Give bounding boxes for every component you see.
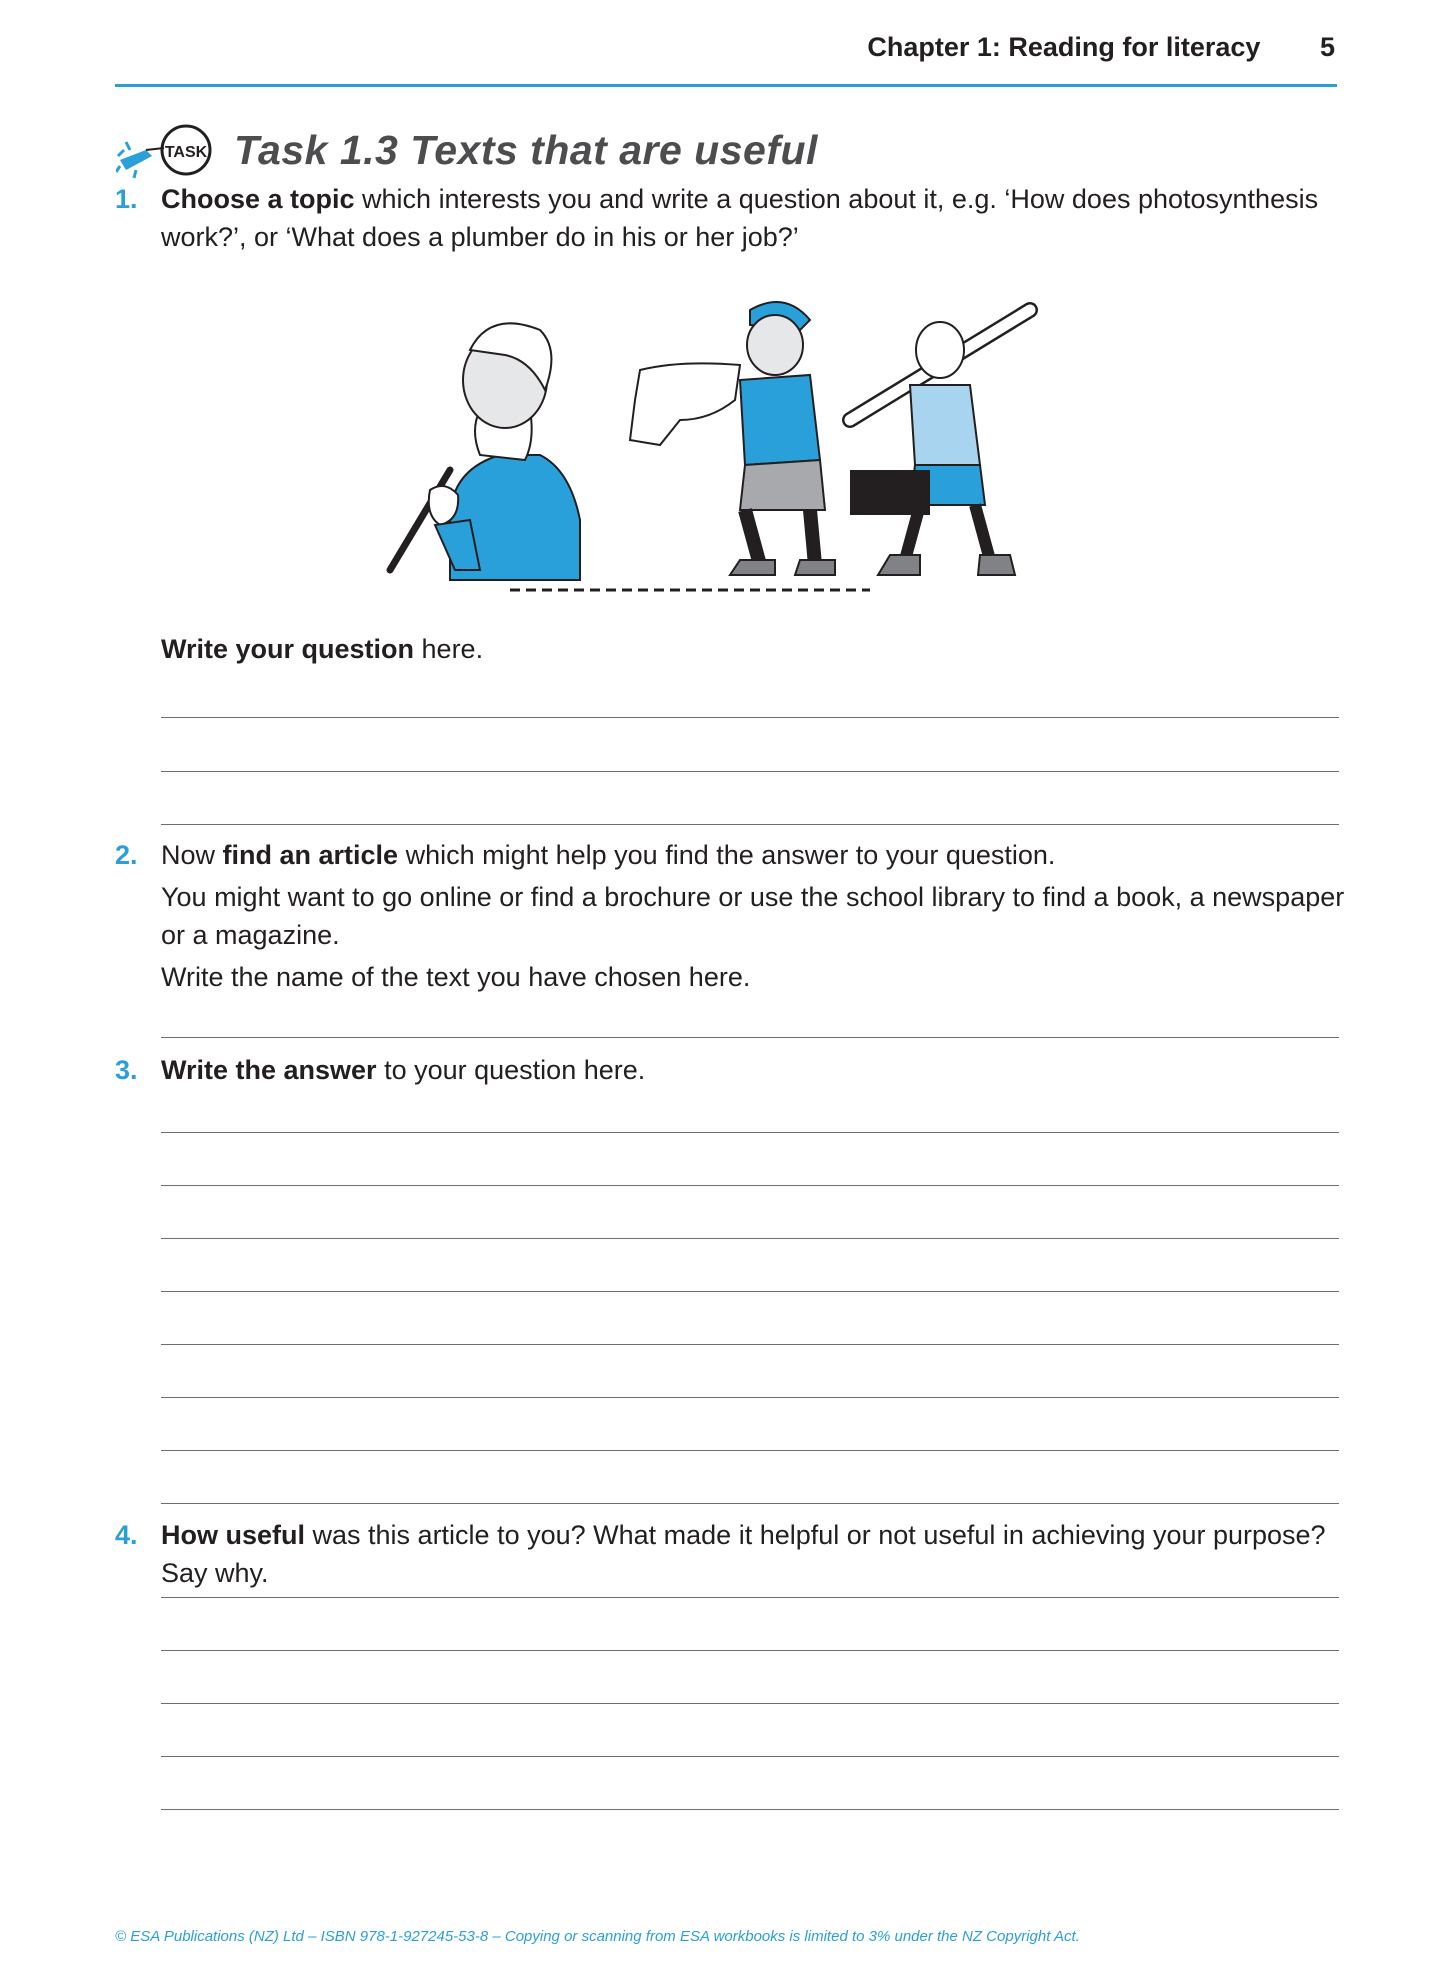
answer-line[interactable] [161, 771, 1339, 772]
question-number: 2. [115, 840, 138, 870]
task-heading [116, 120, 818, 180]
question-number: 4. [115, 1520, 138, 1550]
svg-text:TASK: TASK [164, 144, 208, 161]
question-2-instruction: Write the name of the text you have chosen here. [161, 962, 751, 992]
copyright-footer: © ESA Publications (NZ) Ltd – ISBN 978-1-927245-53-8 – Copying or scanning from ESA workbooks is limited to 3% under the NZ Copyright Act. [115, 1928, 1080, 1945]
page-number: 5 [1319, 32, 1335, 62]
answer-line[interactable] [161, 717, 1339, 718]
question-4 [115, 1516, 1355, 1596]
question-3-text: Write the answer to your question here. [161, 1055, 646, 1085]
answer-line[interactable] [161, 824, 1339, 825]
answer-line[interactable] [161, 1503, 1339, 1504]
answer-line[interactable] [161, 1238, 1339, 1239]
answer-line[interactable] [161, 1809, 1339, 1810]
running-header [867, 32, 1335, 63]
question-2 [115, 836, 1355, 1000]
question-number: 1. [115, 184, 138, 214]
thinking-student-figure [390, 323, 580, 580]
answer-line[interactable] [161, 1450, 1339, 1451]
answer-line[interactable] [161, 1397, 1339, 1398]
answer-line[interactable] [161, 1037, 1339, 1038]
task-title: Task 1.3 Texts that are useful [234, 126, 818, 173]
question-3 [115, 1051, 1355, 1093]
question-2-detail: You might want to go online or find a brochure or use the school library to find a book, a newspaper or a magazine. [161, 882, 1345, 950]
question-4-text: How useful was this article to you? What made it helpful or not useful in achieving your purpose? Say why. [161, 1520, 1326, 1588]
question-2-text: Now find an article which might help you find the answer to your question. [161, 840, 1056, 870]
answer-line[interactable] [161, 1344, 1339, 1345]
question-1-text: Choose a topic which interests you and write a question about it, e.g. ‘How does photosynthesis work?’, or ‘What does a plumber do in his or her job?’ [161, 184, 1319, 252]
answer-line[interactable] [161, 1756, 1339, 1757]
students-illustration [330, 270, 1090, 600]
header-rule [115, 84, 1337, 87]
question-number: 3. [115, 1055, 138, 1085]
answer-line[interactable] [161, 1597, 1339, 1598]
apprentice-figure [850, 310, 1030, 575]
chapter-title: Chapter 1: Reading for literacy [867, 32, 1261, 62]
answer-line[interactable] [161, 1132, 1339, 1133]
answer-line[interactable] [161, 1703, 1339, 1704]
answer-line[interactable] [161, 1185, 1339, 1186]
answer-line[interactable] [161, 1291, 1339, 1292]
task-badge-icon [116, 120, 222, 180]
question-1 [115, 180, 1355, 260]
answer-line[interactable] [161, 1650, 1339, 1651]
question-1-prompt: Write your question here. [161, 634, 484, 664]
